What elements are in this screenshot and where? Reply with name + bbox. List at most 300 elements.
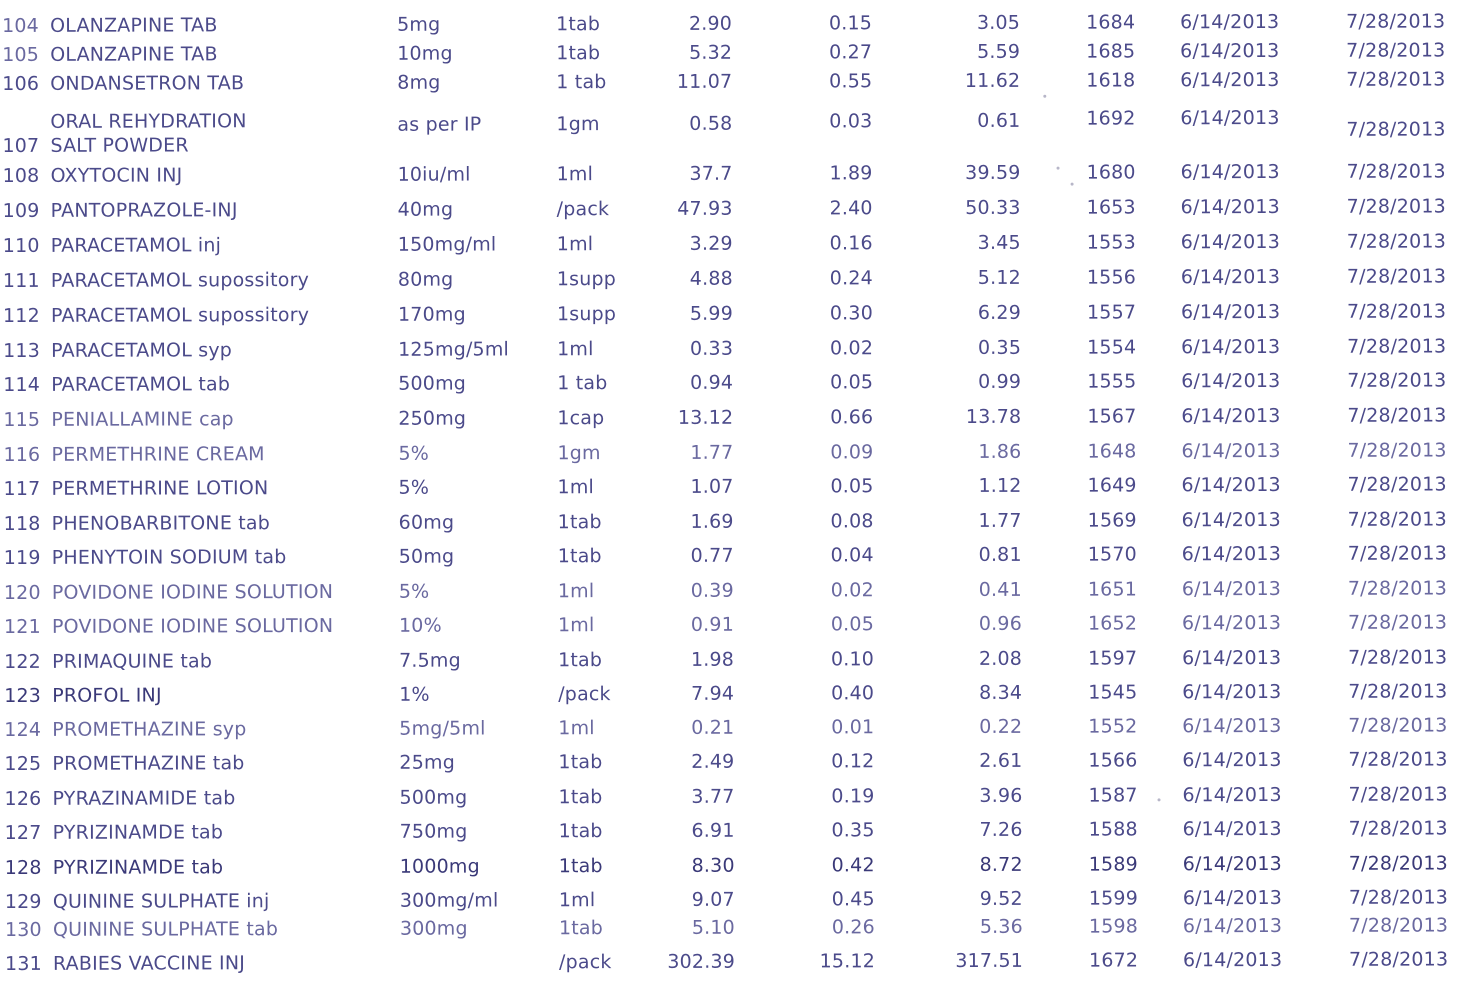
valid-from-date: 6/14/2013 — [1182, 714, 1282, 738]
strength: 5mg — [397, 13, 441, 36]
table-row — [3, 947, 1472, 986]
vat: 0.42 — [831, 854, 875, 877]
valid-from-date: 6/14/2013 — [1180, 68, 1280, 92]
total: 0.35 — [977, 336, 1022, 359]
valid-from-date: 6/14/2013 — [1181, 473, 1281, 497]
rate: 0.77 — [690, 544, 734, 567]
rate: 0.39 — [690, 579, 734, 602]
valid-from-date: 6/14/2013 — [1181, 369, 1281, 393]
serial-number: 113 — [3, 339, 41, 362]
table-row — [1, 194, 1472, 233]
unit: 1ml — [556, 233, 594, 256]
rate: 11.07 — [676, 70, 733, 93]
table-row — [1, 299, 1472, 338]
vat: 15.12 — [819, 950, 876, 973]
table-row — [1, 229, 1472, 268]
vat: 0.27 — [829, 41, 873, 64]
item-code: 1597 — [1088, 647, 1138, 670]
vat: 1.89 — [829, 162, 873, 185]
table-row — [1, 159, 1472, 198]
table-row — [2, 541, 1472, 580]
total: 7.26 — [979, 818, 1023, 841]
vat: 0.12 — [831, 750, 875, 773]
vat: 0.02 — [829, 337, 874, 360]
unit: 1ml — [557, 476, 595, 499]
drug-name: RABIES VACCINE INJ — [52, 952, 246, 975]
drug-name: PARACETAMOL tab — [51, 373, 231, 396]
valid-to-date: 7/28/2013 — [1346, 39, 1446, 62]
valid-to-date: 7/28/2013 — [1346, 10, 1446, 33]
valid-from-date: 6/14/2013 — [1181, 611, 1282, 635]
table-row — [2, 782, 1472, 821]
total: 50.33 — [965, 196, 1021, 219]
strength: 250mg — [398, 407, 467, 430]
rate: 5.10 — [691, 916, 735, 939]
unit: /pack — [556, 198, 610, 221]
unit: 1tab — [558, 917, 604, 940]
table-row — [2, 645, 1472, 684]
rate: 2.49 — [691, 750, 735, 773]
valid-from-date: 6/14/2013 — [1181, 439, 1281, 463]
valid-to-date: 7/28/2013 — [1347, 335, 1447, 358]
item-code: 1692 — [1086, 107, 1136, 130]
unit: 1tab — [558, 855, 603, 878]
item-code: 1588 — [1088, 818, 1138, 841]
rate: 13.12 — [677, 406, 734, 429]
item-code: 1552 — [1088, 715, 1138, 738]
drug-name: OLANZAPINE TAB — [50, 14, 218, 37]
valid-from-date: 6/14/2013 — [1182, 680, 1282, 704]
drug-name: POVIDONE IODINE SOLUTION — [51, 614, 334, 638]
vat: 0.05 — [830, 475, 874, 498]
table-row — [2, 610, 1472, 649]
total: 3.45 — [977, 231, 1021, 254]
serial-number: 117 — [3, 477, 41, 500]
unit: 1ml — [558, 889, 596, 912]
unit: 1cap — [557, 407, 605, 430]
valid-to-date: 7/28/2013 — [1346, 230, 1447, 253]
rate: 3.77 — [691, 785, 735, 808]
valid-to-date: 7/28/2013 — [1348, 886, 1449, 909]
drug-name: PENIALLAMINE cap — [51, 408, 234, 431]
valid-to-date: 7/28/2013 — [1347, 404, 1447, 427]
drug-name: PERMETHRINE LOTION — [51, 477, 269, 500]
item-code: 1556 — [1086, 266, 1137, 289]
vat: 0.02 — [830, 579, 874, 602]
drug-name: PYRIZINAMDE tab — [52, 821, 224, 844]
rate: 0.94 — [690, 371, 734, 394]
serial-number: 118 — [3, 512, 41, 535]
serial-number: 114 — [3, 373, 41, 396]
vat: 0.24 — [829, 267, 873, 290]
rate: 4.88 — [689, 267, 733, 290]
item-code: 1557 — [1086, 301, 1137, 324]
drug-name: OLANZAPINE TAB — [50, 43, 218, 66]
vat: 2.40 — [829, 197, 873, 220]
valid-from-date: 6/14/2013 — [1180, 160, 1280, 184]
vat: 0.16 — [829, 232, 873, 255]
total: 9.52 — [979, 887, 1023, 910]
scan-speck — [1043, 95, 1046, 98]
unit: 1ml — [556, 163, 594, 186]
scan-speck — [1158, 798, 1161, 801]
serial-number: 131 — [4, 952, 42, 975]
total: 2.61 — [979, 749, 1023, 772]
table-row — [3, 913, 1472, 952]
item-code: 1567 — [1087, 405, 1137, 428]
unit: 1ml — [558, 717, 595, 740]
item-code: 1569 — [1087, 509, 1137, 532]
valid-from-date: 6/14/2013 — [1182, 886, 1283, 910]
drug-name: PHENYTOIN SODIUM tab — [51, 546, 287, 569]
total: 0.41 — [978, 578, 1022, 601]
drug-name: PRIMAQUINE tab — [52, 650, 213, 673]
vat: 0.08 — [830, 510, 874, 533]
valid-to-date: 7/28/2013 — [1347, 369, 1447, 392]
vat: 0.35 — [831, 819, 875, 842]
table-row — [0, 67, 1472, 106]
strength: 170mg — [397, 303, 466, 326]
item-code: 1545 — [1088, 681, 1138, 704]
rate: 5.99 — [689, 302, 734, 325]
valid-to-date: 7/28/2013 — [1346, 68, 1446, 91]
valid-from-date: 6/14/2013 — [1181, 335, 1281, 359]
item-code: 1553 — [1086, 231, 1136, 254]
valid-to-date: 7/28/2013 — [1348, 852, 1448, 875]
drug-name: PARACETAMOL supossitory — [50, 269, 310, 292]
drug-name: PROMETHAZINE syp — [52, 718, 247, 741]
drug-name: PARACETAMOL inj — [50, 234, 222, 257]
total: 0.22 — [979, 715, 1023, 738]
strength: 40mg — [397, 198, 454, 221]
valid-from-date: 6/14/2013 — [1180, 39, 1280, 63]
strength: as per IP — [397, 113, 482, 136]
valid-from-date: 6/14/2013 — [1180, 10, 1280, 34]
serial-number: 124 — [4, 718, 42, 741]
table-row — [1, 403, 1472, 442]
serial-number: 108 — [2, 164, 40, 187]
rate: 3.29 — [689, 232, 733, 255]
valid-to-date: 7/28/2013 — [1347, 508, 1447, 531]
serial-number: 116 — [3, 443, 41, 466]
valid-from-date: 6/14/2013 — [1182, 783, 1282, 807]
strength: 150mg/ml — [397, 233, 497, 256]
drug-name: PERMETHRINE CREAM — [51, 443, 265, 466]
total: 1.86 — [978, 440, 1022, 463]
valid-from-date: 6/14/2013 — [1182, 948, 1283, 972]
strength: 10% — [398, 614, 442, 637]
drug-name: PYRAZINAMIDE tab — [52, 787, 236, 810]
valid-to-date: 7/28/2013 — [1347, 542, 1448, 565]
unit: 1ml — [557, 614, 595, 637]
unit: 1 tab — [556, 71, 607, 94]
drug-name: PANTOPRAZOLE-INJ — [50, 199, 238, 222]
rate: 6.91 — [691, 819, 735, 842]
valid-to-date: 7/28/2013 — [1348, 680, 1448, 703]
total: 2.08 — [978, 647, 1023, 670]
drug-name: PROFOL INJ — [52, 684, 162, 707]
serial-number: 119 — [3, 546, 41, 569]
unit: 1 tab — [557, 372, 608, 395]
item-code: 1684 — [1086, 11, 1136, 34]
valid-to-date: 7/28/2013 — [1346, 118, 1446, 141]
rate: 0.33 — [689, 337, 734, 360]
item-code: 1652 — [1087, 612, 1138, 635]
drug-name: PARACETAMOL syp — [51, 339, 233, 362]
unit: 1tab — [556, 13, 601, 36]
valid-to-date: 7/28/2013 — [1348, 817, 1448, 840]
valid-from-date: 6/14/2013 — [1181, 542, 1282, 566]
item-code: 1651 — [1087, 578, 1138, 601]
serial-number: 129 — [4, 890, 42, 913]
total: 8.72 — [979, 853, 1023, 876]
strength: 500mg — [399, 786, 468, 809]
serial-number: 106 — [2, 72, 40, 95]
strength: 5% — [398, 476, 430, 499]
vat: 0.05 — [830, 371, 874, 394]
valid-to-date: 7/28/2013 — [1347, 473, 1447, 496]
table-row — [1, 368, 1472, 407]
serial-number: 130 — [4, 918, 42, 941]
strength: 7.5mg — [399, 649, 461, 672]
unit: 1gm — [556, 113, 600, 136]
valid-from-date: 6/14/2013 — [1182, 646, 1282, 670]
strength: 500mg — [398, 372, 467, 395]
item-code: 1570 — [1087, 543, 1137, 566]
strength: 125mg/5ml — [398, 338, 510, 361]
total: 3.96 — [979, 784, 1023, 807]
table-row — [2, 713, 1472, 752]
vat: 0.03 — [829, 110, 873, 133]
item-code: 1589 — [1088, 853, 1138, 876]
unit: /pack — [558, 951, 612, 974]
rate: 1.07 — [690, 475, 734, 498]
serial-number: 112 — [2, 304, 40, 327]
rate: 37.7 — [689, 162, 733, 185]
drug-name-line-1: ORAL REHYDRATION — [50, 110, 247, 133]
valid-from-date: 6/14/2013 — [1181, 577, 1282, 601]
strength: 10iu/ml — [397, 163, 471, 186]
total: 1.12 — [978, 474, 1022, 497]
total: 0.61 — [977, 109, 1021, 132]
table-row — [2, 679, 1472, 718]
rate: 8.30 — [691, 854, 735, 877]
unit: 1tab — [558, 786, 603, 809]
serial-number: 126 — [4, 787, 42, 810]
strength: 60mg — [398, 511, 455, 534]
table-row — [1, 438, 1472, 477]
unit: 1supp — [556, 268, 617, 291]
table-row — [3, 816, 1472, 855]
strength: 25mg — [399, 751, 455, 774]
item-code: 1685 — [1086, 40, 1136, 63]
item-code: 1599 — [1088, 887, 1139, 910]
valid-from-date: 6/14/2013 — [1180, 195, 1280, 219]
valid-to-date: 7/28/2013 — [1346, 300, 1447, 323]
unit: 1tab — [558, 820, 603, 843]
rate: 0.21 — [691, 716, 735, 739]
strength: 8mg — [397, 71, 441, 94]
item-code: 1566 — [1088, 749, 1138, 772]
total: 3.05 — [976, 11, 1021, 34]
serial-number: 120 — [3, 581, 41, 604]
strength: 5% — [398, 442, 430, 465]
table-row — [0, 105, 1472, 158]
strength: 5mg/5ml — [399, 717, 486, 740]
item-code: 1587 — [1088, 784, 1138, 807]
rate: 7.94 — [691, 682, 735, 705]
total: 5.36 — [979, 915, 1023, 938]
unit: 1tab — [558, 649, 603, 672]
valid-from-date: 6/14/2013 — [1182, 914, 1283, 938]
valid-to-date: 7/28/2013 — [1346, 265, 1447, 288]
strength: 300mg — [399, 917, 468, 940]
unit: 1tab — [558, 751, 603, 774]
item-code: 1653 — [1086, 196, 1136, 219]
valid-from-date: 6/14/2013 — [1180, 265, 1281, 289]
valid-from-date: 6/14/2013 — [1180, 300, 1281, 324]
table-row — [3, 851, 1472, 890]
serial-number: 107 — [2, 134, 40, 157]
serial-number: 111 — [2, 269, 40, 292]
drug-name: PHENOBARBITONE tab — [51, 512, 271, 535]
drug-name: OXYTOCIN INJ — [50, 164, 183, 187]
scan-speck — [1057, 167, 1060, 170]
item-code: 1618 — [1086, 69, 1136, 92]
total: 8.34 — [979, 681, 1023, 704]
valid-from-date: 6/14/2013 — [1180, 230, 1281, 254]
unit: 1ml — [557, 580, 595, 603]
strength: 50mg — [398, 545, 455, 568]
item-code: 1672 — [1088, 949, 1139, 972]
total: 0.96 — [978, 612, 1022, 635]
table-row — [2, 576, 1472, 615]
drug-name: PROMETHAZINE tab — [52, 752, 245, 775]
vat: 0.45 — [831, 888, 875, 911]
rate: 2.90 — [688, 12, 733, 35]
unit: 1tab — [556, 42, 601, 65]
total: 39.59 — [965, 161, 1021, 184]
vat: 0.05 — [830, 613, 874, 636]
strength: 1000mg — [399, 855, 480, 878]
vat: 0.09 — [830, 441, 874, 464]
serial-number: 109 — [2, 199, 40, 222]
total: 0.81 — [978, 543, 1022, 566]
serial-number: 127 — [4, 821, 42, 844]
valid-from-date: 6/14/2013 — [1182, 748, 1282, 772]
vat: 0.10 — [830, 648, 875, 671]
rate: 0.58 — [689, 112, 733, 135]
serial-number: 125 — [4, 752, 42, 775]
strength: 5% — [398, 580, 430, 603]
serial-number: 128 — [4, 856, 42, 879]
total: 1.77 — [978, 509, 1022, 532]
valid-to-date: 7/28/2013 — [1346, 160, 1446, 183]
unit: 1gm — [557, 442, 601, 465]
rate: 9.07 — [691, 888, 735, 911]
drug-name: POVIDONE IODINE SOLUTION — [51, 580, 334, 604]
vat: 0.55 — [829, 70, 873, 93]
rate: 5.32 — [689, 41, 733, 64]
drug-name: PARACETAMOL supossitory — [50, 304, 310, 327]
valid-to-date: 7/28/2013 — [1347, 439, 1447, 462]
table-row — [2, 747, 1472, 786]
valid-to-date: 7/28/2013 — [1347, 611, 1448, 634]
strength: 80mg — [397, 268, 454, 291]
strength: 750mg — [399, 820, 468, 843]
unit: 1tab — [557, 511, 602, 534]
total: 5.59 — [977, 40, 1021, 63]
serial-number: 104 — [2, 14, 39, 37]
valid-from-date: 6/14/2013 — [1182, 852, 1282, 876]
total: 6.29 — [977, 301, 1022, 324]
rate: 302.39 — [667, 950, 736, 973]
table-row — [1, 334, 1472, 373]
valid-to-date: 7/28/2013 — [1348, 914, 1449, 937]
item-code: 1680 — [1086, 161, 1136, 184]
rate: 1.77 — [690, 441, 734, 464]
drug-name: PYRIZINAMDE tab — [52, 856, 224, 879]
vat: 0.26 — [831, 916, 875, 939]
drug-name-line-2: SALT POWDER — [50, 134, 189, 157]
valid-to-date: 7/28/2013 — [1348, 748, 1448, 771]
strength: 1% — [399, 683, 430, 706]
drug-name: ONDANSETRON TAB — [50, 72, 245, 95]
drug-name: QUININE SULPHATE tab — [52, 918, 279, 941]
table-row — [2, 507, 1472, 546]
item-code: 1554 — [1087, 336, 1137, 359]
unit: /pack — [558, 683, 611, 706]
vat: 0.04 — [830, 544, 874, 567]
total: 11.62 — [964, 69, 1021, 92]
item-code: 1649 — [1087, 474, 1137, 497]
vat: 0.15 — [828, 12, 873, 35]
serial-number: 123 — [4, 684, 42, 707]
vat: 0.01 — [831, 716, 875, 739]
total: 5.12 — [977, 266, 1021, 289]
rate: 1.98 — [690, 648, 735, 671]
vat: 0.19 — [831, 785, 875, 808]
serial-number: 105 — [2, 43, 40, 66]
valid-to-date: 7/28/2013 — [1347, 577, 1448, 600]
strength: 10mg — [397, 42, 453, 65]
table-row — [1, 472, 1472, 511]
valid-from-date: 6/14/2013 — [1182, 817, 1282, 841]
table-row — [1, 264, 1472, 303]
unit: 1tab — [557, 545, 602, 568]
item-code: 1648 — [1087, 440, 1137, 463]
serial-number: 115 — [3, 408, 41, 431]
valid-from-date: 6/14/2013 — [1181, 404, 1281, 428]
scan-speck — [1071, 183, 1074, 186]
serial-number: 122 — [4, 650, 41, 673]
rate: 47.93 — [677, 197, 733, 220]
valid-to-date: 7/28/2013 — [1346, 195, 1446, 218]
rate: 0.91 — [690, 613, 735, 636]
unit: 1supp — [556, 303, 617, 326]
valid-to-date: 7/28/2013 — [1348, 783, 1448, 806]
serial-number: 110 — [2, 234, 40, 257]
valid-to-date: 7/28/2013 — [1348, 646, 1448, 669]
drug-name — [50, 109, 390, 157]
drug-name: QUININE SULPHATE inj — [52, 890, 270, 913]
total: 317.51 — [955, 949, 1024, 973]
serial-number: 121 — [3, 615, 41, 638]
unit: 1ml — [557, 338, 594, 361]
valid-from-date: 6/14/2013 — [1181, 508, 1281, 532]
rate: 1.69 — [690, 510, 734, 533]
total: 0.99 — [978, 370, 1022, 393]
